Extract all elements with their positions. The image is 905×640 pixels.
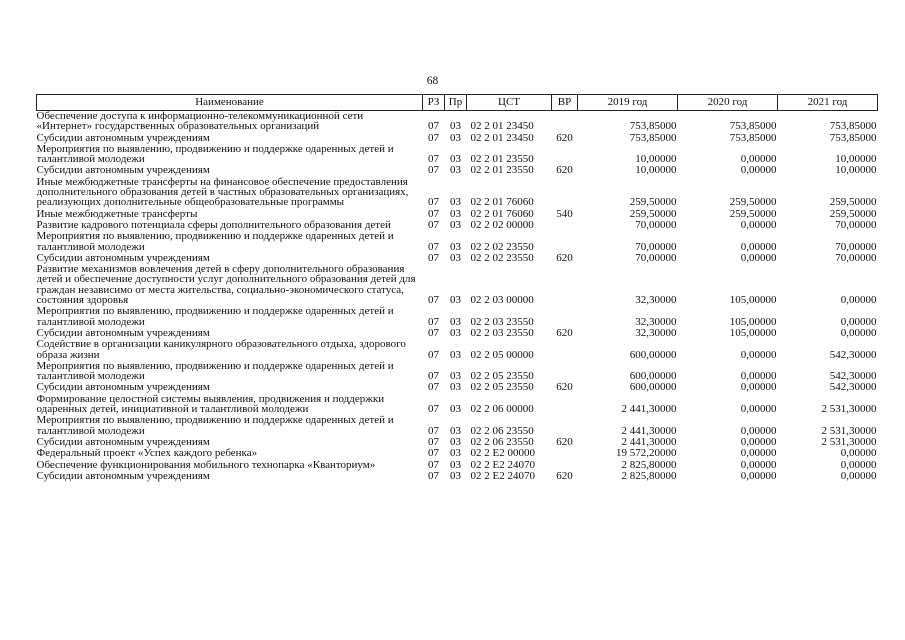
row-name: Субсидии автономным учреждениям [36, 382, 210, 394]
row-value-2020: 0,00000 [740, 459, 777, 471]
row-value-2021: 0,00000 [840, 459, 877, 471]
row-vr: 620 [556, 252, 573, 264]
row-rz: 07 [428, 403, 439, 416]
table-row [37, 264, 878, 306]
column-header-pr: Пр [445, 95, 467, 111]
table-row [37, 394, 878, 416]
row-pr: 03 [450, 459, 461, 471]
row-cst: 02 2 01 23550 [470, 153, 534, 166]
budget-table [36, 94, 878, 482]
row-pr: 03 [450, 153, 461, 166]
row-value-2019: 10,00000 [635, 165, 677, 177]
row-pr: 03 [450, 252, 461, 264]
row-cst: 02 2 E2 24070 [470, 459, 535, 471]
row-value-2021: 70,00000 [835, 252, 877, 264]
row-cst: 02 2 03 23550 [470, 327, 534, 339]
row-value-2019: 32,30000 [635, 327, 677, 339]
row-name: Развитие механизмов вовлечения детей в сферу дополнительного образования детей и обеспечение доступности услуг дополнительного образования детей для граждан независимо от места жительства, социально-экономического статуса, состояния здоровья [36, 264, 416, 307]
table-row [37, 144, 878, 166]
row-pr: 03 [450, 436, 461, 448]
row-rz: 07 [428, 370, 439, 383]
row-cst: 02 2 06 23550 [470, 424, 534, 437]
table-row [37, 437, 878, 448]
row-vr [552, 460, 578, 471]
row-pr: 03 [450, 240, 461, 253]
column-header-2021: 2021 год [778, 95, 878, 111]
column-header-rz: РЗ [423, 95, 445, 111]
row-vr: 540 [556, 208, 573, 220]
row-cst: 02 2 E2 24070 [470, 470, 535, 482]
row-value-2021: 0,00000 [840, 315, 877, 328]
table-row [37, 339, 878, 361]
row-name: Субсидии автономным учреждениям [36, 165, 210, 177]
row-value-2019: 70,00000 [635, 240, 677, 253]
row-value-2020: 0,00000 [740, 403, 777, 416]
row-pr: 03 [450, 327, 461, 339]
row-vr: 620 [556, 470, 573, 482]
row-value-2021: 10,00000 [835, 153, 877, 166]
row-value-2021: 753,85000 [829, 132, 877, 144]
row-name: Развитие кадрового потенциала сферы дополнительного образования детей [36, 219, 391, 231]
row-rz: 07 [428, 196, 439, 209]
row-cst: 02 2 02 23550 [470, 240, 534, 253]
row-cst: 02 2 01 23450 [470, 120, 534, 133]
row-value-2020: 0,00000 [740, 370, 777, 383]
row-value-2019: 70,00000 [635, 252, 677, 264]
row-name: Федеральный проект «Успех каждого ребенка» [36, 448, 258, 460]
column-header-2019: 2019 год [578, 95, 678, 111]
row-value-2019: 753,85000 [629, 120, 677, 133]
row-pr: 03 [450, 424, 461, 437]
table-row [37, 177, 878, 209]
row-value-2021: 70,00000 [835, 240, 877, 253]
row-rz: 07 [428, 219, 439, 231]
row-value-2021: 0,00000 [840, 327, 877, 339]
row-rz: 07 [428, 132, 439, 144]
row-rz: 07 [428, 424, 439, 437]
row-value-2019: 10,00000 [635, 153, 677, 166]
table-row [37, 111, 878, 133]
row-rz: 07 [428, 165, 439, 177]
row-value-2020: 753,85000 [729, 120, 777, 133]
row-rz: 07 [428, 459, 439, 471]
row-cst: 02 2 06 00000 [470, 403, 534, 416]
table-row [37, 231, 878, 253]
column-header-2020: 2020 год [678, 95, 778, 111]
row-pr: 03 [450, 132, 461, 144]
row-name: Субсидии автономным учреждениям [36, 327, 210, 339]
row-cst: 02 2 05 23550 [470, 370, 534, 383]
row-name: Иные межбюджетные трансферты на финансовое обеспечение предоставления дополнительного образования детей в частных образовательных организациях, реализующих дополнительные общеобразовательные программы [36, 176, 409, 209]
row-vr [552, 220, 578, 231]
row-pr: 03 [450, 165, 461, 177]
row-pr: 03 [450, 403, 461, 416]
row-value-2020: 0,00000 [740, 436, 777, 448]
table-row [37, 209, 878, 220]
row-rz: 07 [428, 315, 439, 328]
row-pr: 03 [450, 348, 461, 361]
row-pr: 03 [450, 219, 461, 231]
row-value-2019: 600,00000 [629, 382, 677, 394]
row-cst: 02 2 02 00000 [470, 219, 534, 231]
row-value-2019: 259,50000 [629, 208, 677, 220]
row-cst: 02 2 01 23550 [470, 165, 534, 177]
row-rz: 07 [428, 208, 439, 220]
row-value-2019: 753,85000 [629, 132, 677, 144]
row-name: Содействие в организации каникулярного образовательного отдыха, здорового образа жизни [36, 339, 406, 361]
row-cst: 02 2 03 00000 [470, 294, 534, 307]
row-name: Мероприятия по выявлению, продвижению и поддержке одаренных детей и талантливой молодежи [36, 306, 394, 328]
row-name: Мероприятия по выявлению, продвижению и поддержке одаренных детей и талантливой молодежи [36, 415, 394, 437]
column-header-cst: ЦСТ [467, 95, 552, 111]
row-value-2019: 32,30000 [635, 294, 677, 307]
row-rz: 07 [428, 436, 439, 448]
row-rz: 07 [428, 382, 439, 394]
page-number: 68 [426, 75, 439, 87]
row-value-2019: 32,30000 [635, 315, 677, 328]
table-row [37, 361, 878, 383]
row-value-2021: 259,50000 [829, 208, 877, 220]
table-row [37, 220, 878, 231]
row-value-2019: 259,50000 [629, 196, 677, 209]
row-rz: 07 [428, 294, 439, 307]
row-name: Мероприятия по выявлению, продвижению и поддержке одаренных детей и талантливой молодежи [36, 360, 394, 383]
row-value-2021: 542,30000 [829, 382, 877, 394]
row-vr [552, 231, 578, 253]
row-cst: 02 2 05 00000 [470, 348, 534, 361]
row-cst: 02 2 01 76060 [470, 196, 534, 209]
row-vr: 620 [556, 436, 573, 448]
table-row [37, 328, 878, 339]
row-vr [552, 394, 578, 416]
row-vr [552, 177, 578, 209]
row-value-2020: 0,00000 [740, 424, 777, 437]
table-row [37, 165, 878, 176]
row-pr: 03 [450, 294, 461, 307]
row-vr: 620 [556, 165, 573, 177]
column-header-vr: ВР [552, 95, 578, 111]
row-value-2020: 259,50000 [729, 196, 777, 209]
row-value-2020: 0,00000 [740, 252, 777, 264]
row-value-2020: 0,00000 [740, 219, 777, 231]
row-pr: 03 [450, 382, 461, 394]
row-cst: 02 2 06 23550 [470, 436, 534, 448]
row-vr [552, 339, 578, 361]
row-value-2019: 600,00000 [629, 370, 677, 383]
row-vr [552, 111, 578, 133]
row-name: Обеспечение доступа к информационно-телекоммуникационной сети «Интернет» государственных образовательных организаций [36, 110, 364, 133]
row-cst: 02 2 E2 00000 [470, 448, 535, 460]
row-value-2021: 2 531,30000 [821, 436, 877, 448]
table-row [37, 460, 878, 471]
table-body [37, 111, 878, 483]
row-cst: 02 2 01 23450 [470, 132, 534, 144]
row-pr: 03 [450, 196, 461, 209]
row-value-2021: 0,00000 [840, 448, 877, 460]
row-value-2021: 542,30000 [829, 370, 877, 383]
row-value-2019: 70,00000 [635, 219, 677, 231]
row-vr [552, 264, 578, 306]
table-row [37, 306, 878, 328]
row-value-2019: 2 441,30000 [621, 436, 677, 448]
row-value-2021: 2 531,30000 [821, 424, 877, 437]
row-cst: 02 2 05 23550 [470, 382, 534, 394]
row-value-2020: 753,85000 [729, 132, 777, 144]
row-value-2020: 0,00000 [740, 348, 777, 361]
row-value-2019: 2 825,80000 [621, 470, 677, 482]
row-name: Обеспечение функционирования мобильного технопарка «Кванториум» [36, 459, 376, 471]
row-pr: 03 [450, 370, 461, 383]
row-value-2020: 105,00000 [729, 294, 777, 307]
row-rz: 07 [428, 470, 439, 482]
row-value-2019: 2 825,80000 [621, 459, 677, 471]
row-value-2019: 2 441,30000 [621, 424, 677, 437]
row-value-2019: 19 572,20000 [616, 448, 677, 460]
row-value-2021: 10,00000 [835, 165, 877, 177]
row-name: Субсидии автономным учреждениям [36, 470, 210, 482]
row-value-2021: 2 531,30000 [821, 403, 877, 416]
row-value-2019: 2 441,30000 [621, 403, 677, 416]
table-row [37, 448, 878, 459]
row-pr: 03 [450, 120, 461, 133]
row-name: Мероприятия по выявлению, продвижению и поддержке одаренных детей и талантливой молодежи [36, 231, 394, 253]
row-vr [552, 361, 578, 383]
row-rz: 07 [428, 120, 439, 133]
row-name: Формирование целостной системы выявления, продвижения и поддержки одаренных детей, инициативной и талантливой молодежи [36, 393, 385, 416]
row-name: Субсидии автономным учреждениям [36, 436, 210, 448]
row-pr: 03 [450, 448, 461, 460]
row-vr: 620 [556, 132, 573, 144]
row-vr: 620 [556, 327, 573, 339]
row-vr [552, 306, 578, 328]
row-cst: 02 2 03 23550 [470, 315, 534, 328]
table-header-row [37, 95, 878, 111]
row-value-2021: 0,00000 [840, 470, 877, 482]
row-value-2021: 542,30000 [829, 348, 877, 361]
row-value-2020: 0,00000 [740, 153, 777, 166]
row-rz: 07 [428, 240, 439, 253]
row-value-2020: 105,00000 [729, 315, 777, 328]
row-value-2021: 753,85000 [829, 120, 877, 133]
table-row [37, 471, 878, 482]
row-value-2020: 0,00000 [740, 470, 777, 482]
column-header-name: Наименование [37, 95, 423, 111]
table-row [37, 415, 878, 437]
row-rz: 07 [428, 153, 439, 166]
table-row [37, 253, 878, 264]
row-value-2020: 105,00000 [729, 327, 777, 339]
row-rz: 07 [428, 252, 439, 264]
row-value-2020: 0,00000 [740, 448, 777, 460]
row-vr [552, 144, 578, 166]
row-name: Субсидии автономным учреждениям [36, 252, 210, 264]
row-cst: 02 2 01 76060 [470, 208, 534, 220]
row-vr [552, 448, 578, 459]
row-rz: 07 [428, 348, 439, 361]
row-name: Иные межбюджетные трансферты [36, 208, 198, 220]
row-value-2020: 0,00000 [740, 240, 777, 253]
row-rz: 07 [428, 327, 439, 339]
row-rz: 07 [428, 448, 439, 460]
row-value-2021: 70,00000 [835, 219, 877, 231]
row-value-2020: 0,00000 [740, 165, 777, 177]
row-value-2021: 259,50000 [829, 196, 877, 209]
table-row [37, 382, 878, 393]
table-row [37, 133, 878, 144]
row-name: Субсидии автономным учреждениям [36, 132, 210, 144]
row-name: Мероприятия по выявлению, продвижению и поддержке одаренных детей и талантливой молодежи [36, 143, 394, 166]
row-value-2020: 259,50000 [729, 208, 777, 220]
row-vr [552, 415, 578, 437]
row-value-2020: 0,00000 [740, 382, 777, 394]
row-value-2021: 0,00000 [840, 294, 877, 307]
row-pr: 03 [450, 208, 461, 220]
row-pr: 03 [450, 315, 461, 328]
row-cst: 02 2 02 23550 [470, 252, 534, 264]
row-value-2019: 600,00000 [629, 348, 677, 361]
row-vr: 620 [556, 382, 573, 394]
row-pr: 03 [450, 470, 461, 482]
